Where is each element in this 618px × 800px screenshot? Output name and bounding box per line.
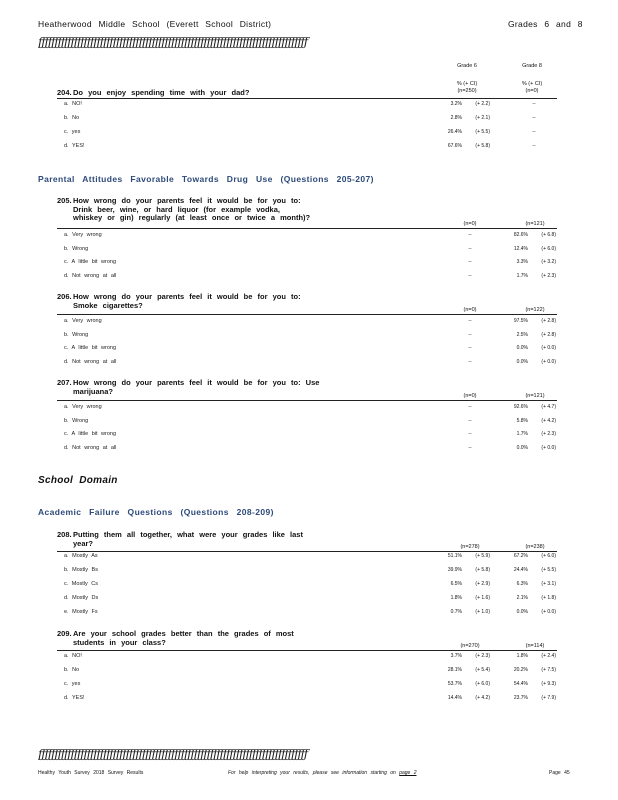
grade8-ci: (+ 7.5) bbox=[541, 667, 556, 673]
answer-label: a. Very wrong bbox=[64, 232, 102, 238]
grade6-value: 67.6% bbox=[447, 143, 462, 149]
footer-page-link[interactable]: page 2 bbox=[399, 770, 417, 776]
grade6-ci: (+ 5.5) bbox=[475, 129, 490, 135]
grade6-value: 2.8% bbox=[450, 115, 462, 121]
grade6-value: 6.5% bbox=[450, 581, 462, 587]
grade8-ci: (+ 0.0) bbox=[541, 444, 556, 451]
grade6-ci: (+ 6.0) bbox=[475, 681, 490, 687]
grade6-value: -- bbox=[468, 345, 472, 351]
grade6-ci: (+ 2.3) bbox=[475, 653, 490, 659]
grade8-ci: (+ 0.0) bbox=[541, 358, 556, 365]
grade6-value: -- bbox=[468, 331, 472, 338]
grade6-value: 14.4% bbox=[447, 695, 462, 701]
grade8-ci: (+ 6.8) bbox=[541, 232, 556, 238]
answer-label: c. A little bit wrong bbox=[64, 259, 117, 265]
question-number: 207. bbox=[57, 378, 72, 387]
grade6-ci: (+ 5.9) bbox=[475, 553, 490, 559]
grade6-value: 53.7% bbox=[447, 681, 462, 687]
n-count-grade8: (n=122) bbox=[525, 307, 545, 313]
grade8-value: -- bbox=[532, 101, 536, 107]
grade8-value: 67.2% bbox=[513, 553, 528, 559]
n-count-grade8: (n=121) bbox=[525, 221, 545, 227]
n-count-grade6: (n=0) bbox=[463, 221, 477, 227]
n-count-grade6: (n=278) bbox=[460, 544, 480, 550]
grade8-value: 0.0% bbox=[516, 444, 528, 451]
n-count-grade6: (n=0) bbox=[463, 393, 477, 399]
n-count-grade6: (n=270) bbox=[460, 643, 480, 649]
grade8-value: 82.6% bbox=[513, 232, 528, 238]
question-208 bbox=[57, 531, 357, 551]
grade8-ci: (+ 2.8) bbox=[541, 331, 556, 338]
question-rule bbox=[57, 400, 557, 401]
answer-label: d. YES! bbox=[64, 695, 85, 701]
n-count-grade8: (n=121) bbox=[525, 393, 545, 399]
grade8-ci: (+ 9.3) bbox=[541, 681, 556, 687]
question-205 bbox=[57, 197, 357, 225]
question-text: Putting them all together, what were your grades like last year? bbox=[73, 530, 303, 548]
grade8-value: 12.4% bbox=[513, 245, 528, 252]
answer-label: d. YES! bbox=[64, 143, 85, 149]
grade6-value: -- bbox=[468, 245, 472, 252]
question-rule bbox=[57, 228, 557, 229]
grades-header: Grades 6 and 8 bbox=[508, 19, 583, 29]
question-text: How wrong do your parents feel it would be for you to: Use marijuana? bbox=[73, 378, 320, 396]
domain-title: School Domain bbox=[38, 475, 118, 486]
answer-label: c. yes bbox=[64, 681, 81, 687]
answer-label: b. No bbox=[64, 667, 80, 673]
grade6-value: -- bbox=[468, 259, 472, 265]
grade6-value: -- bbox=[468, 431, 472, 437]
grade6-ci: (+ 5.8) bbox=[475, 567, 490, 573]
grade8-ci: (+ 0.0) bbox=[541, 609, 556, 615]
footer-help-text: For help interpreting your results, please see information starting on bbox=[228, 770, 396, 776]
grade8-value: 92.6% bbox=[513, 404, 528, 410]
answer-label: b. Wrong bbox=[64, 417, 89, 424]
grade8-value: 1.7% bbox=[516, 272, 528, 279]
grade8-value: 6.3% bbox=[516, 581, 528, 587]
grade6-ci: (+ 4.2) bbox=[475, 695, 490, 701]
section-title-parental-attitudes: Parental Attitudes Favorable Towards Drug Use (Questions 205-207) bbox=[38, 174, 374, 184]
footer-survey-title: Healthy Youth Survey 2018 Survey Results bbox=[38, 770, 144, 776]
grade8-ci: (+ 2.3) bbox=[541, 431, 556, 437]
grade8-value: 2.1% bbox=[516, 595, 528, 601]
question-number: 205. bbox=[57, 196, 72, 205]
question-rule bbox=[57, 551, 557, 552]
grade6-value: -- bbox=[468, 358, 472, 365]
grade6-value: -- bbox=[468, 318, 472, 324]
question-number: 209. bbox=[57, 629, 72, 638]
question-rule bbox=[57, 314, 557, 315]
grade6-value: 1.8% bbox=[450, 595, 462, 601]
grade6-value: -- bbox=[468, 272, 472, 279]
grade6-ci: (+ 1.0) bbox=[475, 609, 490, 615]
grade6-ci: (+ 1.6) bbox=[475, 595, 490, 601]
grade6-ci: (+ 2.1) bbox=[475, 115, 490, 121]
grade6-value: 3.2% bbox=[450, 101, 462, 107]
grade8-ci: (+ 5.5) bbox=[541, 567, 556, 573]
grade8-ci: (+ 4.7) bbox=[541, 404, 556, 410]
grade8-value: 3.3% bbox=[516, 259, 528, 265]
footer-help-note bbox=[228, 770, 417, 776]
grade6-value: 26.4% bbox=[447, 129, 462, 135]
answer-label: d. Not wrong at all bbox=[64, 444, 117, 451]
grade8-value: -- bbox=[532, 115, 536, 121]
n-count-grade8: (n=114) bbox=[525, 643, 545, 649]
answer-label: d. Not wrong at all bbox=[64, 358, 117, 365]
grade6-value: -- bbox=[468, 232, 472, 238]
grade8-ci: (+ 4.2) bbox=[541, 417, 556, 424]
grade8-ci: (+ 1.8) bbox=[541, 595, 556, 601]
grade8-ci: (+ 2.3) bbox=[541, 272, 556, 279]
grade6-stat-header: % (+ CI) bbox=[456, 81, 478, 87]
answer-label: b. Wrong bbox=[64, 245, 89, 252]
grade6-ci: (+ 2.2) bbox=[475, 101, 490, 107]
grade6-value: -- bbox=[468, 404, 472, 410]
answer-label: d. Mostly Ds bbox=[64, 595, 99, 601]
answer-label: b. No bbox=[64, 115, 80, 121]
grade8-ci: (+ 0.0) bbox=[541, 345, 556, 351]
grade8-value: 20.2% bbox=[513, 667, 528, 673]
grade8-n-header: (n=0) bbox=[525, 88, 539, 94]
grade6-ci: (+ 5.4) bbox=[475, 667, 490, 673]
answer-label: b. Mostly Bs bbox=[64, 567, 98, 573]
answer-label: c. Mostly Cs bbox=[64, 581, 98, 587]
grade8-value: -- bbox=[532, 143, 536, 149]
section-title-academic-failure: Academic Failure Questions (Questions 208-209) bbox=[38, 507, 274, 517]
grade6-ci: (+ 2.9) bbox=[475, 581, 490, 587]
grade6-value: 3.7% bbox=[450, 653, 462, 659]
question-209 bbox=[57, 630, 357, 650]
question-text: How wrong do your parents feel it would be for you to: Smoke cigarettes? bbox=[73, 292, 301, 310]
answer-label: b. Wrong bbox=[64, 331, 89, 338]
grade8-value: 2.5% bbox=[516, 331, 528, 338]
grade8-ci: (+ 3.1) bbox=[541, 581, 556, 587]
grade8-ci: (+ 3.2) bbox=[541, 259, 556, 265]
answer-label: c. A little bit wrong bbox=[64, 431, 117, 437]
grade8-ci: (+ 2.4) bbox=[541, 653, 556, 659]
grade8-ci: (+ 2.8) bbox=[541, 318, 556, 324]
grade8-value: 97.5% bbox=[513, 318, 528, 324]
question-rule bbox=[57, 650, 557, 651]
grade6-value: 51.1% bbox=[447, 553, 462, 559]
grade8-value: 54.4% bbox=[513, 681, 528, 687]
grade6-value: 39.9% bbox=[447, 567, 462, 573]
grade8-value: 23.7% bbox=[513, 695, 528, 701]
grade8-col-header: Grade 8 bbox=[522, 63, 542, 69]
grade6-ci: (+ 5.8) bbox=[475, 143, 490, 149]
answer-label: a. NO! bbox=[64, 653, 82, 659]
question-number: 208. bbox=[57, 530, 72, 539]
grade6-col-header: Grade 6 bbox=[457, 63, 477, 69]
grade8-ci: (+ 6.0) bbox=[541, 553, 556, 559]
grade8-value: 0.0% bbox=[516, 358, 528, 365]
grade6-value: 0.7% bbox=[450, 609, 462, 615]
question-text: Are your school grades better than the grades of most students in your class? bbox=[73, 629, 294, 647]
grade6-n-header: (n=250) bbox=[457, 88, 477, 94]
answer-label: d. Not wrong at all bbox=[64, 272, 117, 279]
answer-label: a. Very wrong bbox=[64, 404, 102, 410]
question-207 bbox=[57, 379, 357, 399]
grade8-value: 0.0% bbox=[516, 609, 528, 615]
grade8-value: 1.7% bbox=[516, 431, 528, 437]
question-number: 204. bbox=[57, 88, 72, 97]
grade6-value: 28.1% bbox=[447, 667, 462, 673]
grade8-stat-header: % (+ CI) bbox=[521, 81, 543, 87]
question-206 bbox=[57, 293, 357, 313]
grade8-value: -- bbox=[532, 129, 536, 135]
answer-label: a. Very wrong bbox=[64, 318, 102, 324]
answer-label: e. Mostly Fs bbox=[64, 609, 98, 615]
answer-label: c. A little bit wrong bbox=[64, 345, 117, 351]
grade8-value: 1.8% bbox=[516, 653, 528, 659]
bottom-ornament-rule: ƒƒƒƒƒƒƒƒƒƒƒƒƒƒƒƒƒƒƒƒƒƒƒƒƒƒƒƒƒƒƒƒƒƒƒƒƒƒƒƒƒƒƒƒƒƒƒƒƒƒƒƒƒƒƒƒƒƒƒƒƒƒƒƒƒƒƒƒƒƒƒƒƒƒƒƒƒƒƒƒƒƒƒ bbox=[38, 747, 308, 761]
n-count-grade8: (n=238) bbox=[525, 544, 545, 550]
footer-page-number: Page 45 bbox=[549, 770, 570, 776]
grade8-value: 0.0% bbox=[516, 345, 528, 351]
question-text: How wrong do your parents feel it would be for you to: Drink beer, wine, or hard liquor (for example vodka, whiskey or gin) regularly (at least once or twice a month)? bbox=[73, 196, 311, 222]
top-ornament-rule: ƒƒƒƒƒƒƒƒƒƒƒƒƒƒƒƒƒƒƒƒƒƒƒƒƒƒƒƒƒƒƒƒƒƒƒƒƒƒƒƒƒƒƒƒƒƒƒƒƒƒƒƒƒƒƒƒƒƒƒƒƒƒƒƒƒƒƒƒƒƒƒƒƒƒƒƒƒƒƒƒƒƒƒ bbox=[38, 35, 308, 49]
question-number: 206. bbox=[57, 292, 72, 301]
grade8-value: 24.4% bbox=[513, 567, 528, 573]
school-header: Heatherwood Middle School (Everett School District) bbox=[38, 19, 272, 29]
answer-label: a. Mostly As bbox=[64, 553, 98, 559]
answer-label: a. NO! bbox=[64, 101, 82, 107]
grade8-value: 5.8% bbox=[516, 417, 528, 424]
grade8-ci: (+ 6.0) bbox=[541, 245, 556, 252]
answer-label: c. yes bbox=[64, 129, 81, 135]
grade6-value: -- bbox=[468, 417, 472, 424]
question-rule bbox=[57, 98, 557, 99]
n-count-grade6: (n=0) bbox=[463, 307, 477, 313]
grade6-value: -- bbox=[468, 444, 472, 451]
question-text: Do you enjoy spending time with your dad? bbox=[73, 88, 250, 97]
grade8-ci: (+ 7.9) bbox=[541, 695, 556, 701]
